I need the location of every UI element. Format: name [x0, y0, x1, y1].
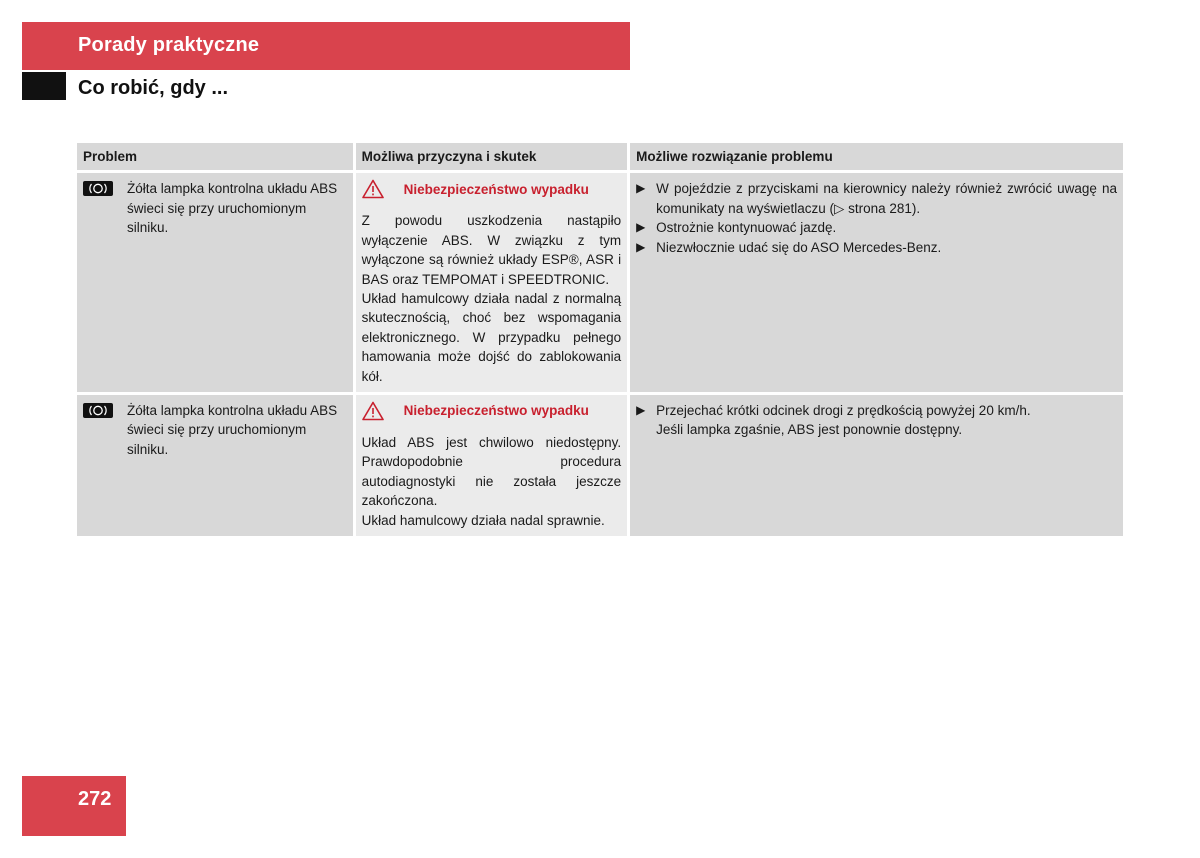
solution-item — [636, 238, 1117, 257]
abs-lamp-icon — [83, 403, 113, 418]
cause-paragraph: Z powodu uszkodzenia nastąpiło wyłączenie ABS. W związku z tym wyłączone są również układy ESP®, ASR i BAS oraz TEMPOMAT i SPEEDTRONIC. — [361, 213, 622, 287]
cause-cell — [356, 392, 631, 536]
solution-item — [636, 401, 1117, 420]
warning-label: Niebezpieczeństwo wypadku — [403, 181, 589, 197]
section-title: Porady praktyczne — [78, 34, 260, 56]
troubleshooting-table — [77, 143, 1123, 536]
problem-text: Żółta lampka kontrolna układu ABS świeci się przy uruchomionym silniku. — [127, 403, 338, 457]
warning-label: Niebezpieczeństwo wypadku — [403, 403, 589, 419]
solution-text: Przejechać krótki odcinek drogi z prędkością powyżej 20 km/h. — [656, 403, 1031, 419]
cause-paragraph: Układ hamulcowy działa nadal z normalną skutecznością, choć bez wspomagania elektronicznego. W przypadku pełnego hamowania może dojść do zablokowania kół. — [361, 291, 622, 384]
cause-paragraph: Układ ABS jest chwilowo niedostępny. Prawdopodobnie procedura autodiagnostyki nie została jeszcze zakończona. — [361, 435, 622, 509]
arrow-bullet-icon: ▶ — [636, 181, 646, 196]
solution-cell — [630, 170, 1123, 392]
solution-item — [636, 179, 1117, 218]
table-row — [77, 170, 1123, 392]
section-header-bar — [22, 22, 630, 70]
solution-item — [636, 218, 1117, 237]
column-header-cause: Możliwa przyczyna i skutek — [356, 143, 631, 170]
solution-item — [636, 420, 1117, 439]
page-number: 272 — [78, 788, 112, 810]
page-number-box — [22, 776, 126, 836]
table-row — [77, 392, 1123, 536]
arrow-bullet-icon: ▶ — [636, 403, 646, 418]
page-subtitle: Co robić, gdy ... — [78, 77, 229, 99]
bullet-spacer — [636, 420, 656, 439]
warning-triangle-icon — [362, 401, 384, 421]
arrow-bullet-icon: ▶ — [636, 220, 646, 235]
cause-cell — [356, 170, 631, 392]
arrow-bullet-icon: ▶ — [636, 239, 646, 254]
table-header-row — [77, 143, 1123, 170]
abs-lamp-icon — [83, 181, 113, 196]
solution-cell — [630, 392, 1123, 536]
warning-triangle-icon — [362, 179, 384, 199]
column-header-problem: Problem — [77, 143, 356, 170]
solution-text: Jeśli lampka zgaśnie, ABS jest ponownie dostępny. — [656, 422, 963, 438]
column-header-solution: Możliwe rozwiązanie problemu — [630, 143, 1123, 170]
problem-cell — [77, 392, 356, 536]
cause-paragraph: Układ hamulcowy działa nadal sprawnie. — [361, 512, 605, 528]
solution-text: Niezwłocznie udać się do ASO Mercedes-Benz. — [656, 239, 942, 255]
solution-text: W pojeździe z przyciskami na kierownicy należy również zwrócić uwagę na komunikaty na wyświetlaczu (▷ strona 281). — [656, 181, 1117, 216]
subtitle-marker — [22, 72, 66, 100]
problem-cell — [77, 170, 356, 392]
problem-text: Żółta lampka kontrolna układu ABS świeci się przy uruchomionym silniku. — [127, 181, 338, 236]
solution-text: Ostrożnie kontynuować jazdę. — [656, 220, 837, 236]
